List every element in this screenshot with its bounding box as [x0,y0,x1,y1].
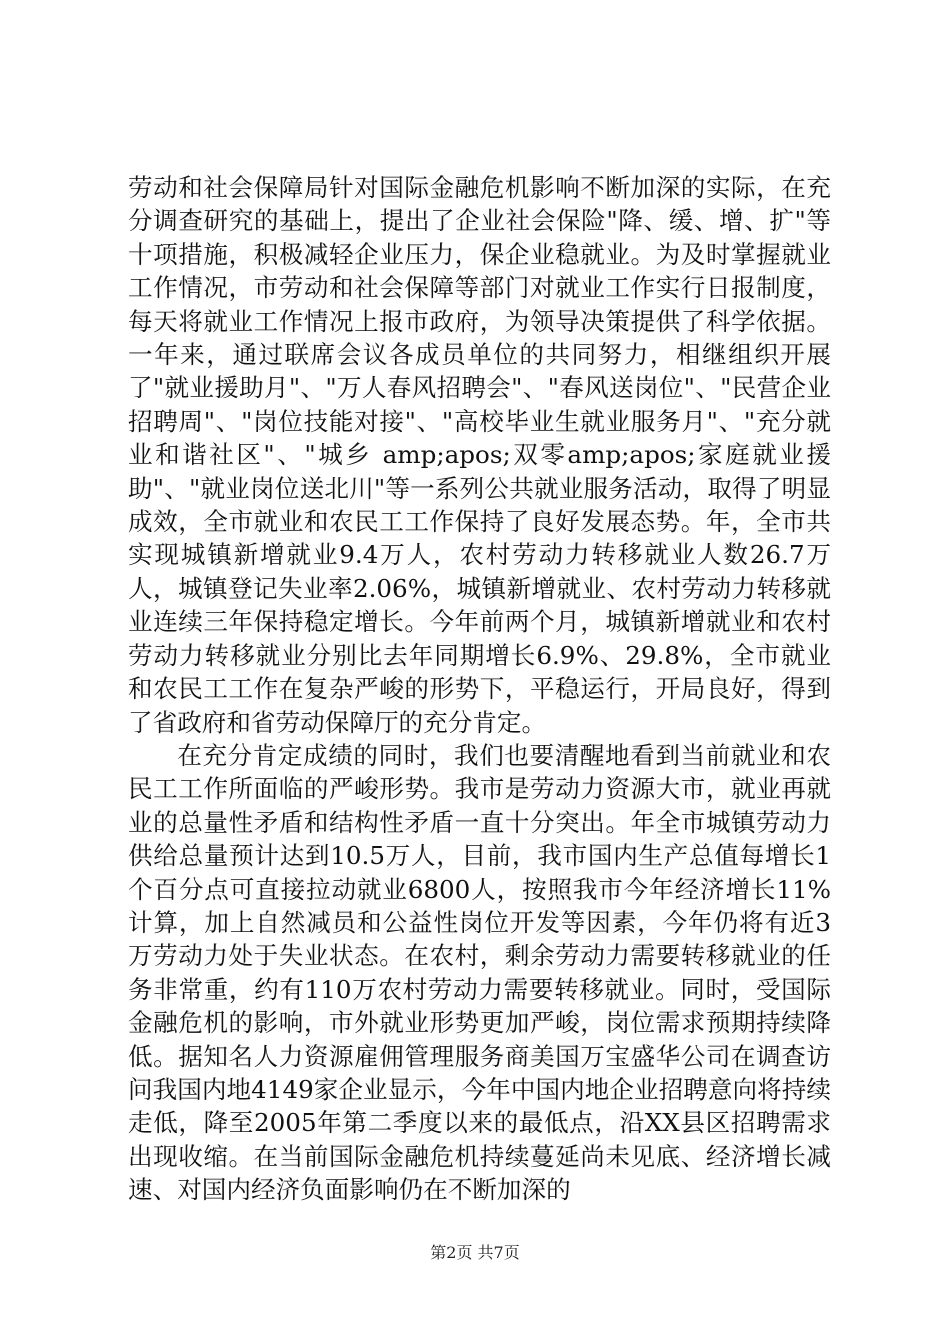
document-body [128,171,831,1207]
page-footer: 第2页 共7页 [430,1243,520,1262]
paragraph-1: 劳动和社会保障局针对国际金融危机影响不断加深的实际，在充分调查研究的基础上，提出了企业社会保险"降、缓、增、扩"等十项措施，积极减轻企业压力，保企业稳就业。为及时掌握就业工作情况，市劳动和社会保障等部门对就业工作实行日报制度，每天将就业工作情况上报市政府，为领导决策提供了科学依据。一年来，通过联席会议各成员单位的共同努力，相继组织开展了"就业援助月"、"万人春风招聘会"、"春风送岗位"、"民营企业招聘周"、"岗位技能对接"、"高校毕业生就业服务月"、"充分就业和谐社区"、"城乡 amp;apos;双零amp;apos;家庭就业援助"、"就业岗位送北川"等一系列公共就业服务活动，取得了明显成效，全市就业和农民工工作保持了良好发展态势。年，全市共实现城镇新增就业9.4万人，农村劳动力转移就业人数26.7万人，城镇登记失业率2.06%，城镇新增就业、农村劳动力转移就业连续三年保持稳定增长。今年前两个月，城镇新增就业和农村劳动力转移就业分别比去年同期增长6.9%、29.8%，全市就业和农民工工作在复杂严峻的形势下，平稳运行，开局良好，得到了省政府和省劳动保障厅的充分肯定。 [128,173,831,737]
paragraph-2: 在充分肯定成绩的同时，我们也要清醒地看到当前就业和农民工工作所面临的严峻形势。我市是劳动力资源大市，就业再就业的总量性矛盾和结构性矛盾一直十分突出。年全市城镇劳动力供给总量预计达到10.5万人，目前，我市国内生产总值每增长1个百分点可直接拉动就业6800人，按照我市今年经济增长11%计算，加上自然减员和公益性岗位开发等因素，今年仍将有近3万劳动力处于失业状态。在农村，剩余劳动力需要转移就业的任务非常重，约有110万农村劳动力需要转移就业。同时，受国际金融危机的影响，市外就业形势更加严峻，岗位需求预期持续降低。据知名人力资源雇佣管理服务商美国万宝盛华公司在调查访问我国内地4149家企业显示，今年中国内地企业招聘意向将持续走低，降至2005年第二季度以来的最低点，沿XX县区招聘需求出现收缩。在当前国际金融危机持续蔓延尚未见底、经济增长减速、对国内经济负面影响仍在不断加深的 [128,740,831,1205]
